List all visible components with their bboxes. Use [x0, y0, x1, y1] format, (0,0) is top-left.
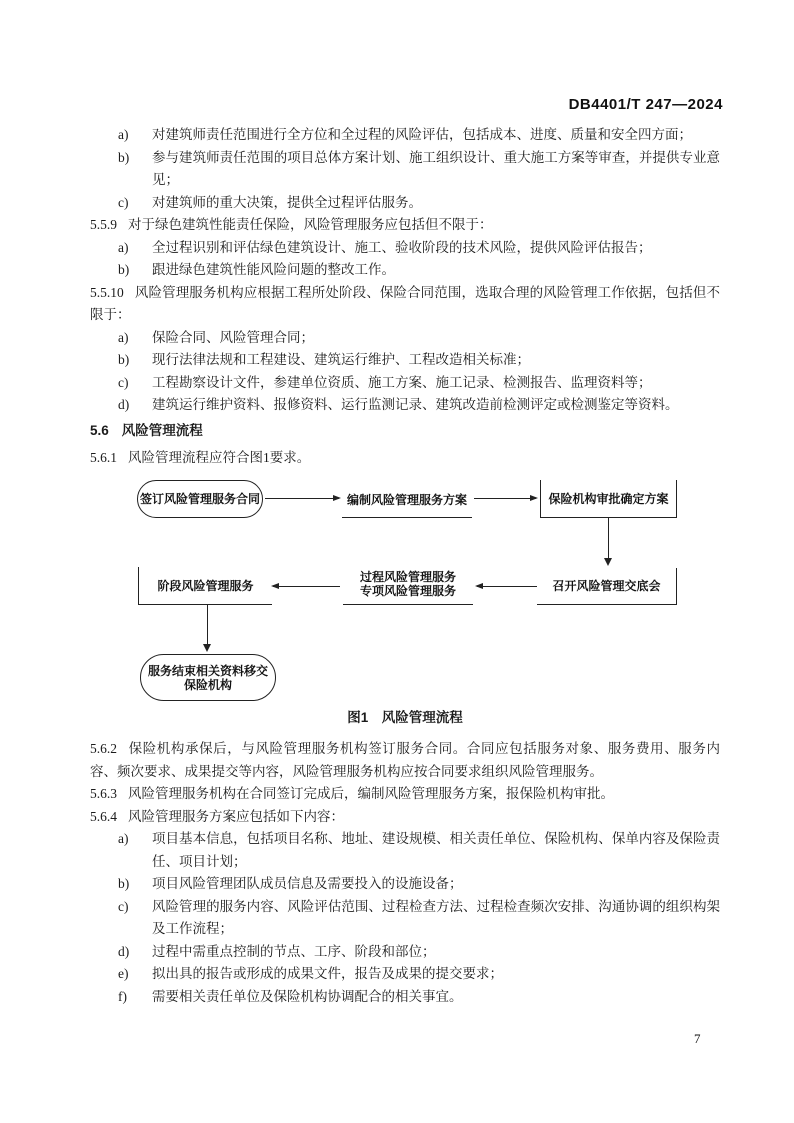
flow-node-label: 保险机构	[183, 677, 232, 692]
clause-number: 5.5.10	[90, 284, 124, 300]
clause-number: 5.6.3	[90, 786, 117, 801]
list-item-text: 项目基本信息，包括项目名称、地址、建设规模、相关责任单位、保险机构、保单内容及保险责任、项目计划；	[152, 831, 720, 869]
flow-arrow-left-icon	[273, 586, 340, 587]
flow-node-label: 服务结束相关资料移交	[147, 663, 268, 678]
list-item-text: 对建筑师的重大决策，提供全过程评估服务。	[152, 194, 422, 210]
list-marker: b)	[118, 262, 130, 277]
clause-5-5-10	[90, 282, 720, 327]
list-item	[90, 986, 720, 1009]
list-item	[90, 873, 720, 896]
clause-text: 风险管理服务方案应包括如下内容：	[128, 808, 344, 824]
flow-node-label: 编制风险管理服务方案	[346, 492, 467, 507]
list-item	[90, 372, 720, 395]
clauses-top-block	[90, 124, 720, 417]
list-item	[90, 124, 720, 147]
clause-text: 风险管理服务机构应根据工程所处阶段、保险合同范围，选取合理的风险管理工作依据，包括但不限于：	[90, 284, 720, 322]
list-item-text: 需要相关责任单位及保险机构协调配合的相关事宜。	[152, 988, 463, 1004]
clause-number: 5.5.9	[90, 217, 117, 232]
clause-5-5-9	[90, 214, 720, 237]
clause-text: 风险管理流程应符合图1要求。	[128, 450, 311, 465]
list-marker: b)	[118, 876, 130, 891]
flow-arrow-right-icon	[265, 498, 339, 499]
list-marker: a)	[118, 831, 129, 846]
flow-node-approve	[540, 480, 677, 518]
standard-number-header: DB4401/T 247—2024	[568, 96, 723, 113]
clause-5-6-3	[90, 783, 720, 806]
section-title: 风险管理流程	[121, 423, 203, 438]
list-marker: a)	[118, 127, 129, 142]
section-heading-5-6	[90, 420, 720, 443]
list-item-text: 风险管理的服务内容、风险评估范围、过程检查方法、过程检查频次安排、沟通协调的组织构架及工作流程；	[152, 898, 720, 936]
list-marker: a)	[118, 239, 129, 255]
list-marker: f)	[118, 988, 127, 1004]
clause-5-6-4	[90, 806, 720, 829]
flow-arrow-left-icon	[477, 586, 537, 587]
list-item-text: 项目风险管理团队成员信息及需要投入的设施设备；	[152, 876, 463, 891]
clause-number: 5.6.4	[90, 808, 117, 824]
clause-text: 风险管理服务机构在合同签订完成后，编制风险管理服务方案，报保险机构审批。	[128, 786, 614, 801]
list-item	[90, 327, 720, 350]
clause-5-6-2	[90, 738, 720, 783]
list-item-text: 对建筑师责任范围进行全方位和全过程的风险评估，包括成本、进度、质量和安全四方面；	[152, 127, 692, 142]
flow-node-stage	[138, 567, 272, 605]
list-item-text: 现行法律法规和工程建设、建筑运行维护、工程改造相关标准；	[152, 352, 530, 367]
list-marker: d)	[118, 943, 130, 959]
list-marker: d)	[118, 397, 130, 412]
list-item	[90, 192, 720, 215]
flow-arrow-down-icon	[207, 605, 208, 650]
flow-node-process	[343, 563, 473, 605]
list-item	[90, 349, 720, 372]
list-item-text: 参与建筑师责任范围的项目总体方案计划、施工组织设计、重大施工方案等审查，并提供专业意见；	[152, 149, 720, 187]
page-number: 7	[694, 1031, 701, 1046]
list-item	[90, 896, 720, 941]
flow-node-start	[137, 480, 263, 518]
list-marker: b)	[118, 149, 130, 165]
list-item-text: 保险合同、风险管理合同；	[152, 329, 314, 345]
list-item	[90, 828, 720, 873]
flow-node-meeting	[537, 568, 677, 605]
clause-number: 5.6.1	[90, 450, 117, 465]
flow-arrow-down-icon	[608, 518, 609, 564]
list-item	[90, 259, 720, 282]
list-marker: c)	[118, 898, 129, 914]
list-marker: b)	[118, 352, 130, 367]
list-item	[90, 394, 720, 417]
list-marker: a)	[118, 329, 129, 345]
risk-management-flowchart	[90, 473, 720, 703]
clause-5-6-1	[90, 447, 720, 470]
list-item-text: 工程勘察设计文件，参建单位资质、施工方案、施工记录、检测报告、监理资料等；	[152, 374, 652, 390]
flow-node-plan	[342, 482, 472, 518]
flow-node-label: 签订风险管理服务合同	[139, 492, 260, 506]
list-marker: e)	[118, 966, 129, 981]
flow-node-label: 专项风险管理服务	[359, 583, 456, 598]
list-item-text: 建筑运行维护资料、报修资料、运行监测记录、建筑改造前检测评定或检测鉴定等资料。	[152, 397, 679, 412]
list-item	[90, 963, 720, 986]
flow-node-label: 召开风险管理交底会	[552, 579, 661, 593]
flow-node-label: 过程风险管理服务	[359, 569, 456, 584]
clause-text: 保险机构承保后，与风险管理服务机构签订服务合同。合同应包括服务对象、服务费用、服务内容、频次要求、成果提交等内容，风险管理服务机构应按合同要求组织风险管理服务。	[90, 741, 720, 779]
flow-node-end	[140, 654, 276, 701]
clause-text: 对于绿色建筑性能责任保险，风险管理服务应包括但不限于：	[128, 217, 493, 232]
list-marker: c)	[118, 374, 129, 390]
figure-caption: 图1 风险管理流程	[347, 710, 463, 725]
page-content	[90, 0, 720, 1004]
list-marker: c)	[118, 194, 129, 210]
flow-arrow-right-icon	[474, 498, 536, 499]
clause-number: 5.6.2	[90, 741, 117, 756]
list-item	[90, 237, 720, 260]
clauses-bottom-block	[90, 738, 720, 1008]
list-item	[90, 941, 720, 964]
list-item-text: 过程中需重点控制的节点、工序、阶段和部位；	[152, 943, 436, 959]
flow-node-label: 保险机构审批确定方案	[548, 491, 669, 506]
list-item	[90, 147, 720, 192]
section-number: 5.6	[90, 423, 109, 438]
list-item-text: 跟进绿色建筑性能风险问题的整改工作。	[152, 262, 395, 277]
list-item-text: 拟出具的报告或形成的成果文件，报告及成果的提交要求；	[152, 966, 503, 981]
flow-node-label: 阶段风险管理服务	[157, 578, 254, 593]
list-item-text: 全过程识别和评估绿色建筑设计、施工、验收阶段的技术风险，提供风险评估报告；	[152, 239, 652, 255]
